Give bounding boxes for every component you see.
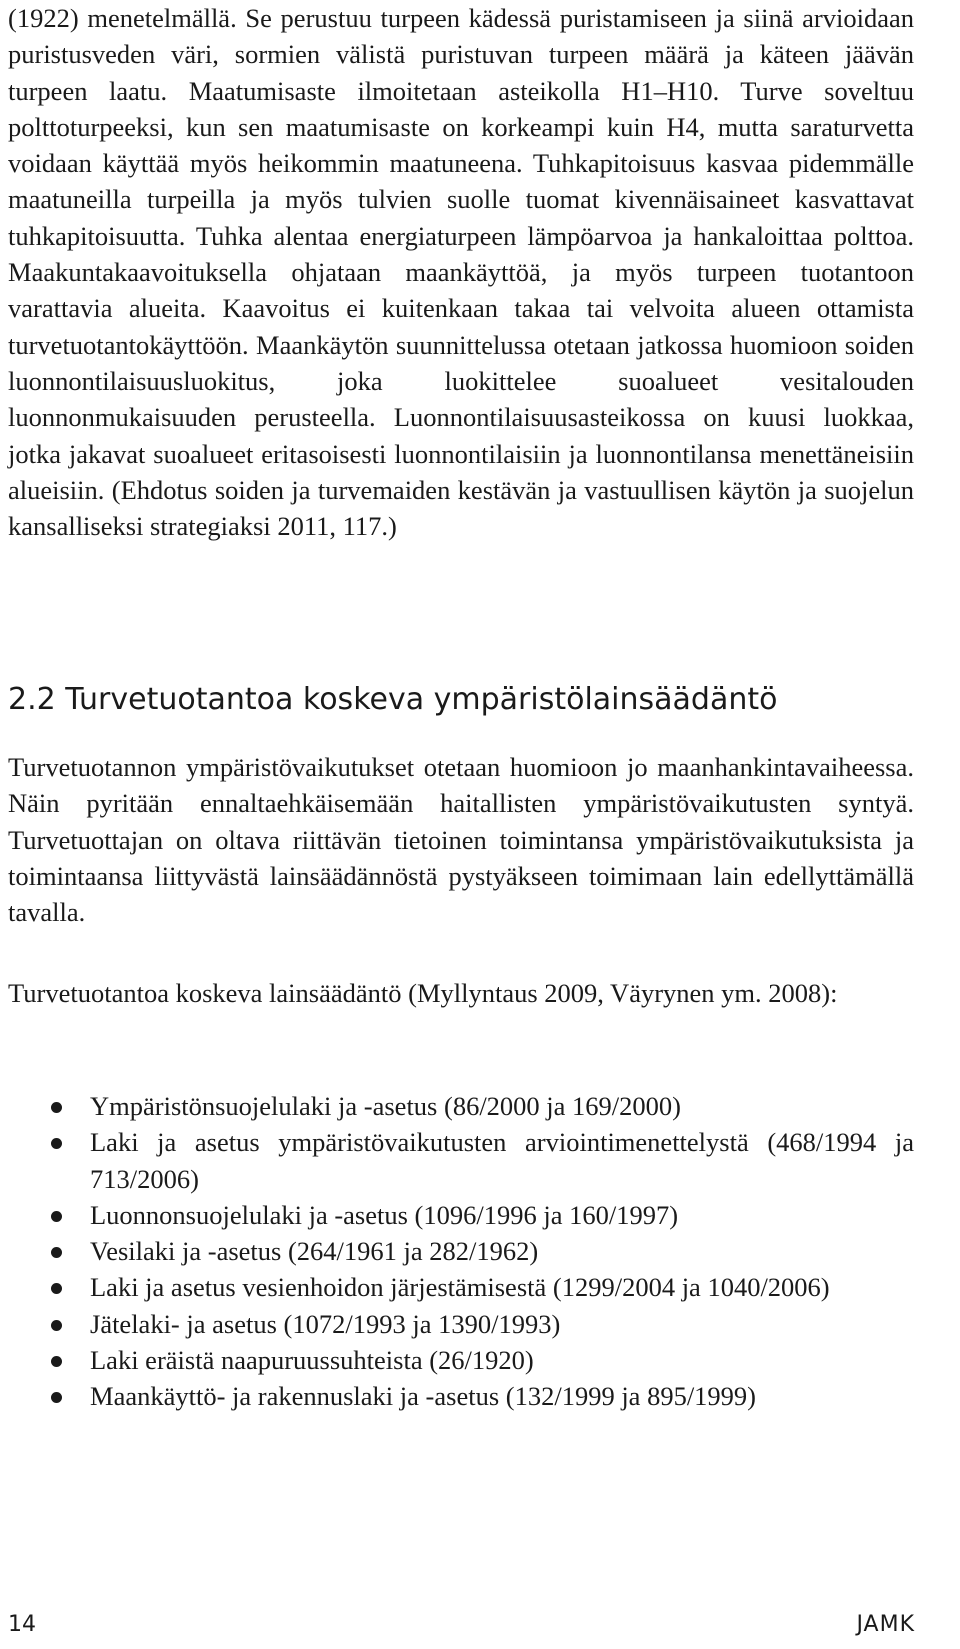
- list-item: [0, 1378, 914, 1414]
- list-item-text: Vesilaki ja -asetus (264/1961 ja 282/1962): [90, 1236, 539, 1267]
- publisher-name: JAMK: [856, 1612, 915, 1637]
- body-paragraph-environmental-impacts: Turvetuotannon ympäristövaikutukset otetaan huomioon jo maanhankintavaiheessa. Näin pyritään ennaltaehkäisemään haitallisten ympäristövaikutusten syntyä. Turvetuottajan on oltava riittävän tietoinen toimintansa ympäristövaikutuksista ja toimintaansa liittyvästä lainsäädännöstä pystyäkseen toimimaan lain edellyttämällä tavalla.: [8, 752, 914, 928]
- legislation-list: [0, 1088, 914, 1415]
- section-heading: 2.2 Turvetuotantoa koskeva ympäristölainsäädäntö: [8, 682, 778, 717]
- list-item: [0, 1269, 914, 1305]
- list-item-text: Laki eräistä naapuruussuhteista (26/1920): [90, 1345, 534, 1376]
- list-item-text: Jätelaki- ja asetus (1072/1993 ja 1390/1993): [90, 1308, 561, 1339]
- bullet-icon: [51, 1211, 62, 1222]
- bullet-icon: [51, 1320, 62, 1331]
- body-paragraph-peat-decomposition: (1922) menetelmällä. Se perustuu turpeen kädessä puristamiseen ja siinä arvioidaan puristusveden väri, sormien välistä puristuvan turpeen määrä ja käteen jäävän turpeen laatu. Maatumisaste ilmoitetaan asteikolla H1–H10. Turve soveltuu polttoturpeeksi, kun sen maatumisaste on korkeampi kuin H4, mutta saraturvetta voidaan käyttää myös heikommin maatuneena. Tuhkapitoisuus kasvaa pidemmälle maatuneilla turpeilla ja myös tulvien suolle tuomat kivennäisaineet kasvattavat tuhkapitoisuutta. Tuhka alentaa energiaturpeen lämpöarvoa ja hankaloittaa polttoa. Maakuntakaavoituksella ohjataan maankäyttöä, ja myös turpeen tuotantoon varattavia alueita. Kaavoitus ei kuitenkaan takaa tai velvoita alueen ottamista turvetuotantokäyttöön. Maankäytön suunnittelussa otetaan jatkossa huomioon soiden luonnontilaisuusluokitus, joka luokittelee suoalueet vesitalouden luonnonmukaisuuden perusteella. Luonnontilaisuusasteikossa on kuusi luokkaa, jotka jakavat suoalueet eritasoisesti luonnontilaisiin ja luonnontilansa menettäneisiin alueisiin. (Ehdotus soiden ja turvemaiden kestävän ja vastuullisen käytön ja suojelun kansalliseksi strategiaksi 2011, 117.): [8, 3, 914, 542]
- bullet-icon: [51, 1392, 62, 1403]
- list-item-text: Maankäyttö- ja rakennuslaki ja -asetus (132/1999 ja 895/1999): [90, 1381, 757, 1412]
- bullet-icon: [51, 1247, 62, 1258]
- bullet-icon: [51, 1138, 62, 1149]
- bullet-icon: [51, 1356, 62, 1367]
- list-item: [0, 1088, 914, 1124]
- list-item: [0, 1233, 914, 1269]
- list-item-text: Ympäristönsuojelulaki ja -asetus (86/2000 ja 169/2000): [90, 1091, 681, 1121]
- list-item: [0, 1124, 914, 1197]
- list-item: [0, 1197, 914, 1233]
- list-item: [0, 1306, 914, 1342]
- bullet-icon: [51, 1102, 62, 1113]
- list-item: [0, 1342, 914, 1378]
- bullet-icon: [51, 1283, 62, 1294]
- list-item-text: Luonnonsuojelulaki ja -asetus (1096/1996 ja 160/1997): [90, 1199, 679, 1230]
- page-number: 14: [8, 1612, 36, 1637]
- list-item-text: Laki ja asetus ympäristövaikutusten arviointimenettelystä (468/1994 ja 713/2006): [90, 1127, 914, 1194]
- body-paragraph-legislation-intro: Turvetuotantoa koskeva lainsäädäntö (Myllyntaus 2009, Väyrynen ym. 2008):: [8, 978, 838, 1008]
- list-item-text: Laki ja asetus vesienhoidon järjestämisestä (1299/2004 ja 1040/2006): [90, 1272, 830, 1303]
